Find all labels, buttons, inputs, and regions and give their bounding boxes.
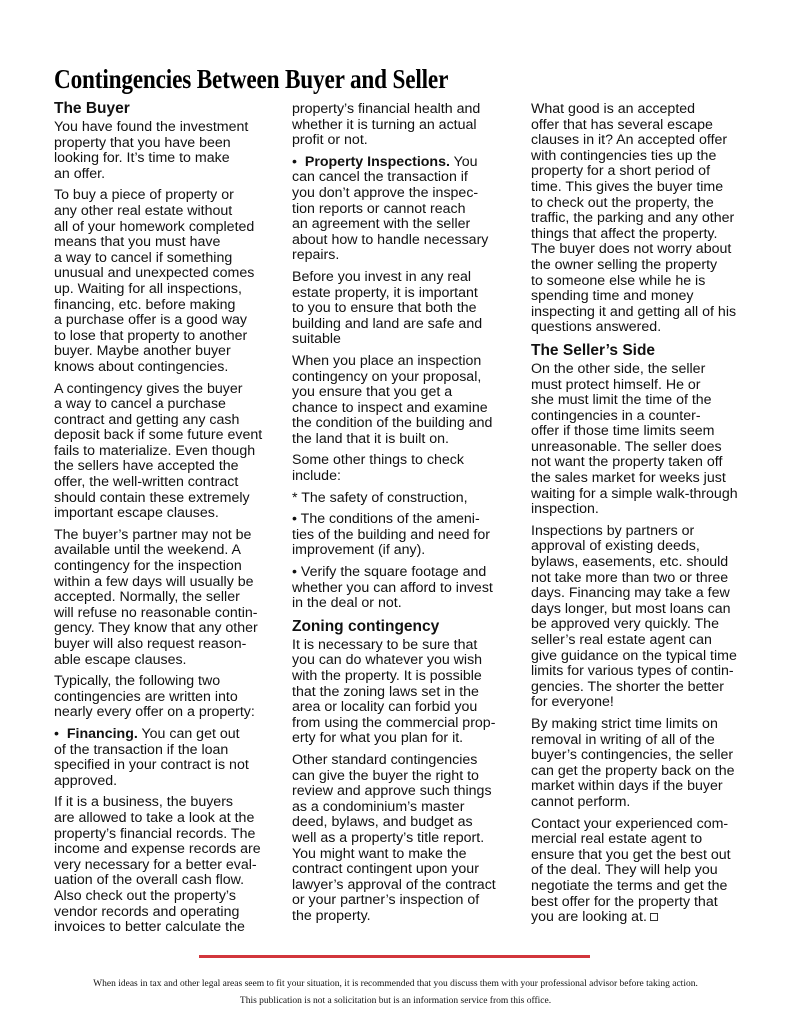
text-line: important escape clauses. <box>54 505 219 522</box>
text-line: be approved very quickly. The <box>531 616 719 633</box>
text-line: If it is a business, the buyers <box>54 794 234 811</box>
bullet-text: You can get out <box>137 725 240 742</box>
text-line: buyer’s contingencies, the seller <box>531 747 734 764</box>
text-line: can get the property back on the <box>531 762 735 779</box>
text-line: unreasonable. The seller does <box>531 438 722 455</box>
text-line: available until the weekend. A <box>54 542 241 559</box>
section-heading-zoning-contingency: Zoning contingency <box>292 617 440 635</box>
text-line: give guidance on the typical time <box>531 647 737 664</box>
text-line: review and approve such things <box>292 783 492 800</box>
paragraph <box>292 753 522 925</box>
text-line: A contingency gives the buyer <box>54 380 243 397</box>
column-3 <box>531 102 771 932</box>
text-line: about how to handle necessary <box>292 231 489 248</box>
text-line: income and expense records are <box>54 841 261 858</box>
text-line: well as a property’s title report. <box>292 829 485 846</box>
text-line: with contingencies ties up the <box>531 147 717 164</box>
text-line: area or locality can forbid you <box>292 699 478 716</box>
list-item <box>292 512 522 559</box>
text-line: erty for what you plan for it. <box>292 730 464 747</box>
paragraph <box>292 354 522 448</box>
text-line: offer, the well-written contract <box>54 474 239 491</box>
paragraph <box>54 120 279 182</box>
text-line: in the deal or not. <box>292 595 402 612</box>
text-line: To buy a piece of property or <box>54 187 234 204</box>
text-line: inspection. <box>531 501 599 518</box>
text-line: The buyer does not worry about <box>531 241 732 258</box>
section-heading-sellers-side: The Seller’s Side <box>531 341 656 359</box>
text-line: days longer, but most loans can <box>531 600 731 617</box>
text-line: • Verify the square footage and <box>292 564 487 581</box>
paragraph-closing <box>531 817 771 926</box>
text-line: offer that has several escape <box>531 116 713 133</box>
text-line: Contact your experienced com- <box>531 815 729 832</box>
text-line: inspecting it and getting all of his <box>531 303 737 320</box>
text-line: It is necessary to be sure that <box>292 636 478 653</box>
text-line: Typically, the following two <box>54 673 221 690</box>
text-line: contingencies are written into <box>54 688 238 705</box>
text-line: whether it is turning an actual <box>292 116 477 133</box>
text-line: will refuse no reasonable contin- <box>54 604 258 621</box>
text-line: removal in writing of all of the <box>531 731 715 748</box>
page-title: Contingencies Between Buyer and Seller <box>54 64 449 94</box>
text-line: profit or not. <box>292 132 368 149</box>
text-line: to check out the property, the <box>531 194 714 211</box>
bullet-term: Financing. <box>66 725 138 742</box>
paragraph <box>54 795 279 935</box>
text-line: market within days if the buyer <box>531 778 723 795</box>
text-line: she must limit the time of the <box>531 392 712 409</box>
paragraph <box>292 102 522 149</box>
text-line: financing, etc. before making <box>54 296 236 313</box>
text-line: You have found the investment <box>54 119 249 135</box>
closing-lines <box>531 817 771 911</box>
text-line: waiting for a simple walk-through <box>531 485 738 502</box>
text-line: within a few days will usually be <box>54 573 254 590</box>
text-line: of the deal. They will help you <box>531 862 718 879</box>
text-line: means that you must have <box>54 234 221 251</box>
text-line: can give the buyer the right to <box>292 767 479 784</box>
list-item <box>292 565 522 612</box>
text-line: Before you invest in any real <box>292 268 472 285</box>
text-line: estate property, it is important <box>292 284 478 301</box>
text-line: questions answered. <box>531 319 662 336</box>
text-line: contract contingent upon your <box>292 861 479 878</box>
text-line: of the transaction if the loan <box>54 741 229 758</box>
closing-last-line: you are looking at. <box>531 909 647 926</box>
text-line: nearly every offer on a property: <box>54 704 255 721</box>
text-line: deed, bylaws, and budget as <box>292 814 473 831</box>
text-line: the land that it is built on. <box>292 430 449 447</box>
paragraph <box>54 528 279 668</box>
text-line: from using the commercial prop- <box>292 714 496 731</box>
column-2 <box>292 102 522 931</box>
text-line: ties of the building and need for <box>292 526 490 543</box>
text-line: What good is an accepted <box>531 101 696 117</box>
bullet-icon: • <box>292 153 297 170</box>
text-line: that the zoning laws set in the <box>292 683 479 700</box>
bullet-icon: • <box>54 725 59 742</box>
paragraph <box>292 638 522 747</box>
text-line: can cancel the transaction if <box>292 169 468 186</box>
text-line: ensure that you get the best out <box>531 846 731 863</box>
text-line: By making strict time limits on <box>531 715 718 732</box>
bullet-financing <box>54 727 279 789</box>
text-line: a way to cancel a purchase <box>54 396 226 413</box>
text-line: the owner selling the property <box>531 256 718 273</box>
text-line: • The conditions of the ameni- <box>292 511 480 528</box>
text-line: looking for. It’s time to make <box>54 150 230 167</box>
text-line: any other real estate without <box>54 202 233 219</box>
text-line: buyer. Maybe another buyer <box>54 343 231 360</box>
text-line: uation of the overall cash flow. <box>54 872 245 889</box>
text-line: cannot perform. <box>531 793 631 810</box>
text-line: Some other things to check <box>292 452 464 469</box>
column-1 <box>54 100 279 942</box>
text-line: to lose that property to another <box>54 327 248 344</box>
paragraph <box>531 524 771 711</box>
text-line: repairs. <box>292 247 340 264</box>
footer-disclaimer: When ideas in tax and other legal areas seem to fit your situation, it is recommended that you discuss them with your professional advisor before taking action. <box>93 979 698 989</box>
text-line: as a condominium’s master <box>292 798 465 815</box>
text-line: should contain these extremely <box>54 489 250 506</box>
footer-notice: This publication is not a solicitation but is an information service from this office. <box>239 996 552 1006</box>
text-line: spending time and money <box>531 288 694 305</box>
text-line: negotiate the terms and get the <box>531 877 728 894</box>
text-line: fails to materialize. Even though <box>54 442 256 459</box>
text-line: contingencies in a counter- <box>531 407 701 424</box>
text-line: Also check out the property’s <box>54 887 236 904</box>
text-line: property that you have been <box>54 134 231 151</box>
text-line: you don’t approve the inspec- <box>292 184 479 201</box>
text-line: not take more than two or three <box>531 569 729 586</box>
text-line: lawyer’s approval of the contract <box>292 876 496 893</box>
text-line: the sales market for weeks just <box>531 470 726 487</box>
text-line: you ensure that you get a <box>292 384 453 401</box>
text-line: seller’s real estate agent can <box>531 632 712 648</box>
text-line: include: <box>292 468 341 485</box>
text-line: contingency on your proposal, <box>292 368 482 385</box>
paragraph <box>54 674 279 721</box>
text-line: for everyone! <box>531 694 614 711</box>
text-line: suitable <box>292 331 341 348</box>
text-line: On the other side, the seller <box>531 360 706 377</box>
text-line: * The safety of construction, <box>292 489 468 506</box>
text-line: you can do whatever you wish <box>292 652 483 669</box>
text-line: or your partner’s inspection of <box>292 892 480 909</box>
text-line: deposit back if some future event <box>54 427 263 444</box>
paragraph <box>54 188 279 375</box>
text-line: Inspections by partners or <box>531 522 695 539</box>
text-line: all of your homework completed <box>54 218 255 235</box>
text-line: property’s financial records. The <box>54 825 256 842</box>
text-line: accepted. Normally, the seller <box>54 589 240 606</box>
bullet-property-inspections <box>292 155 522 264</box>
text-line: offer if those time limits seem <box>531 423 715 440</box>
paragraph <box>292 270 522 348</box>
text-line: You might want to make the <box>292 845 467 862</box>
text-line: tion reports or cannot reach <box>292 200 466 217</box>
text-line: approved. <box>54 772 118 789</box>
end-of-article-box-icon <box>650 913 658 921</box>
text-line: up. Waiting for all inspections, <box>54 280 242 297</box>
bullet-term: Property Inspections. <box>304 153 450 170</box>
text-line: time. This gives the buyer time <box>531 178 724 195</box>
text-line: mercial real estate agent to <box>531 831 703 848</box>
text-line: must protect himself. He or <box>531 376 701 393</box>
bullet-continuation <box>54 743 279 790</box>
text-line: contingency for the inspection <box>54 558 242 575</box>
bullet-continuation <box>292 170 522 264</box>
text-line: not want the property taken off <box>531 454 723 471</box>
text-line: days. Financing may take a few <box>531 585 730 602</box>
text-line: an offer. <box>54 165 106 182</box>
text-line: property’s financial health and <box>292 101 481 117</box>
text-line: Other standard contingencies <box>292 751 478 768</box>
text-line: an agreement with the seller <box>292 216 471 233</box>
text-line: whether you can afford to invest <box>292 579 493 596</box>
text-line: a way to cancel if something <box>54 249 233 266</box>
text-line: buyer will also request reason- <box>54 636 247 652</box>
section-heading-the-buyer: The Buyer <box>54 100 130 117</box>
text-line: traffic, the parking and any other <box>531 210 735 227</box>
text-line: invoices to better calculate the <box>54 919 245 936</box>
text-line: contract and getting any cash <box>54 411 240 428</box>
text-line: vendor records and operating <box>54 903 240 920</box>
bullet-text: You <box>449 153 478 170</box>
paragraph <box>531 102 771 336</box>
text-line: specified in your contract is not <box>54 757 249 774</box>
text-line: a purchase offer is a good way <box>54 312 247 329</box>
paragraph <box>531 362 771 518</box>
text-line: things that affect the property. <box>531 225 718 242</box>
text-line: gencies. The shorter the better <box>531 678 724 695</box>
text-line: are allowed to take a look at the <box>54 809 255 826</box>
text-line: When you place an inspection <box>292 352 482 369</box>
text-line: the sellers have accepted the <box>54 458 239 475</box>
text-line: approval of existing deeds, <box>531 538 700 555</box>
text-line: unusual and unexpected comes <box>54 265 255 282</box>
text-line: with the property. It is possible <box>292 668 482 684</box>
text-line: very necessary for a better eval- <box>54 856 257 873</box>
text-line: improvement (if any). <box>292 542 426 559</box>
footer-divider <box>199 955 590 958</box>
paragraph <box>531 717 771 811</box>
text-line: knows about contingencies. <box>54 358 229 375</box>
text-line: gency. They know that any other <box>54 620 258 637</box>
text-line: limits for various types of contin- <box>531 663 734 680</box>
text-line: bylaws, easements, etc. should <box>531 554 729 571</box>
text-line: able escape clauses. <box>54 651 187 668</box>
text-line: property for a short period of <box>531 163 711 180</box>
text-line: to someone else while he is <box>531 272 706 289</box>
text-line: the property. <box>292 907 371 924</box>
paragraph <box>292 453 522 484</box>
text-line: to you to ensure that both the <box>292 300 477 317</box>
text-line: chance to inspect and examine <box>292 399 488 416</box>
paragraph <box>54 382 279 522</box>
text-line: The buyer’s partner may not be <box>54 526 252 543</box>
list-item <box>292 491 522 507</box>
text-line: the condition of the building and <box>292 415 493 432</box>
text-line: building and land are safe and <box>292 315 483 332</box>
text-line: clauses in it? An accepted offer <box>531 132 728 149</box>
text-line: best offer for the property that <box>531 893 718 910</box>
